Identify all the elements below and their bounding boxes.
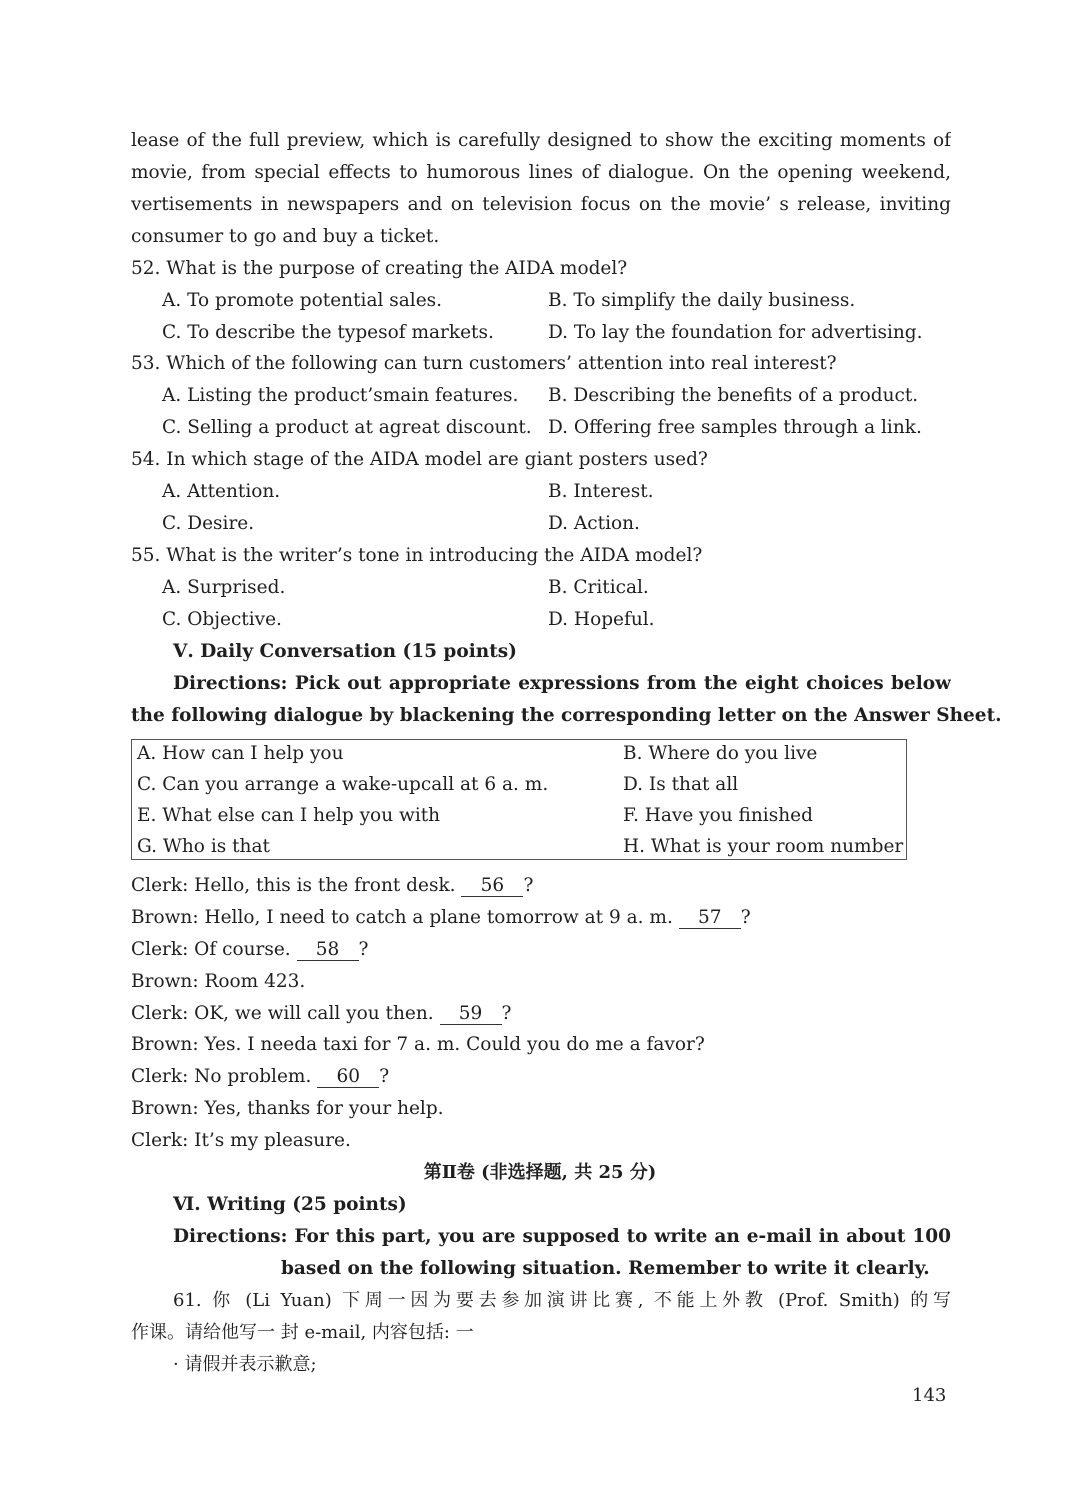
dialogue-line [131, 906, 751, 930]
option: A. To promote potential sales. [162, 290, 443, 311]
passage-line: vertisements in newspapers and on television focus on the movie’ s release, inviting [131, 194, 951, 215]
question-stem: 53. Which of the following can turn customers’ attention into real interest? [131, 353, 837, 374]
answer-blank[interactable]: 59 [440, 1004, 502, 1025]
choice-item: A. How can I help you [137, 743, 344, 764]
option: D. To lay the foundation for advertising. [548, 322, 923, 343]
dialogue-end: ? [379, 1066, 390, 1087]
dialogue-line [131, 874, 533, 898]
passage-line: lease of the full preview, which is carefully designed to show the exciting moments of [131, 130, 951, 151]
directions-line: the following dialogue by blackening the corresponding letter on the Answer Sheet. [131, 705, 1002, 726]
passage-line: consumer to go and buy a ticket. [131, 226, 440, 247]
part-title: 第Ⅱ卷 (非选择题, 共 25 分) [423, 1162, 657, 1183]
option: D. Action. [548, 513, 640, 534]
task-line: 61. 你 (Li Yuan) 下周一因为要去参加演讲比赛, 不能上外教 (Prof. Smith) 的写 [173, 1290, 951, 1311]
option: A. Listing the product’smain features. [162, 385, 519, 406]
answer-blank[interactable]: 57 [679, 908, 741, 929]
dialogue-text: Clerk: Of course. [131, 939, 297, 960]
dialogue-line [131, 1033, 705, 1057]
choice-item: H. What is your room number [623, 836, 904, 857]
option: D. Offering free samples through a link. [548, 417, 922, 438]
option: A. Surprised. [162, 577, 286, 598]
dialogue-line [131, 938, 368, 962]
dialogue-end: ? [523, 875, 534, 896]
task-line: 作课。请给他写一 封 e-mail, 内容包括: 一 [131, 1322, 474, 1343]
choice-item: F. Have you finished [623, 805, 813, 826]
option: B. Critical. [548, 577, 649, 598]
choice-item: C. Can you arrange a wake-upcall at 6 a. m. [137, 774, 549, 795]
task-bullet: · 请假并表示歉意; [173, 1354, 317, 1375]
section-heading: Ⅴ. Daily Conversation (15 points) [173, 641, 517, 662]
option: C. Objective. [162, 609, 282, 630]
dialogue-text: Clerk: Hello, this is the front desk. [131, 875, 462, 896]
dialogue-end: ? [501, 1003, 512, 1024]
option: C. To describe the typesof markets. [162, 322, 494, 343]
passage-line: movie, from special effects to humorous lines of dialogue. On the opening weekend, [131, 162, 951, 183]
option: B. Describing the benefits of a product. [548, 385, 919, 406]
dialogue-end: ? [740, 907, 751, 928]
dialogue-text: Brown: Yes. I needa taxi for 7 a. m. Could you do me a favor? [131, 1034, 705, 1055]
directions-line: Directions: Pick out appropriate expressions from the eight choices below [173, 673, 951, 694]
answer-blank[interactable]: 56 [461, 876, 523, 897]
choice-item: D. Is that all [623, 774, 739, 795]
question-stem: 55. What is the writer’s tone in introducing the AIDA model? [131, 545, 703, 566]
page-number: 143 [912, 1385, 947, 1406]
dialogue-line [131, 970, 305, 994]
section-heading: Ⅵ. Writing (25 points) [173, 1194, 407, 1215]
dialogue-text: Clerk: It’s my pleasure. [131, 1130, 351, 1151]
option: B. To simplify the daily business. [548, 290, 856, 311]
answer-blank[interactable]: 60 [317, 1067, 379, 1088]
answer-blank[interactable]: 58 [297, 940, 359, 961]
option: D. Hopeful. [548, 609, 655, 630]
dialogue-text: Clerk: No problem. [131, 1066, 318, 1087]
dialogue-line [131, 1065, 389, 1089]
dialogue-end: ? [358, 939, 369, 960]
directions-line: based on the following situation. Remember to write it clearly. [281, 1258, 930, 1279]
directions-line: Directions: For this part, you are supposed to write an e-mail in about 100 [173, 1226, 951, 1247]
option: C. Selling a product at agreat discount. [162, 417, 532, 438]
dialogue-text: Clerk: OK, we will call you then. [131, 1003, 440, 1024]
question-stem: 52. What is the purpose of creating the AIDA model? [131, 258, 628, 279]
option: C. Desire. [162, 513, 255, 534]
choice-item: E. What else can I help you with [137, 805, 441, 826]
dialogue-line [131, 1129, 351, 1153]
option: A. Attention. [162, 481, 281, 502]
dialogue-text: Brown: Room 423. [131, 971, 306, 992]
choice-item: B. Where do you live [623, 743, 818, 764]
dialogue-line [131, 1097, 444, 1121]
choices-box [131, 739, 907, 860]
option: B. Interest. [548, 481, 654, 502]
choice-item: G. Who is that [137, 836, 270, 857]
dialogue-text: Brown: Hello, I need to catch a plane tomorrow at 9 a. m. [131, 907, 679, 928]
dialogue-line [131, 1002, 511, 1026]
dialogue-text: Brown: Yes, thanks for your help. [131, 1098, 444, 1119]
question-stem: 54. In which stage of the AIDA model are giant posters used? [131, 449, 708, 470]
